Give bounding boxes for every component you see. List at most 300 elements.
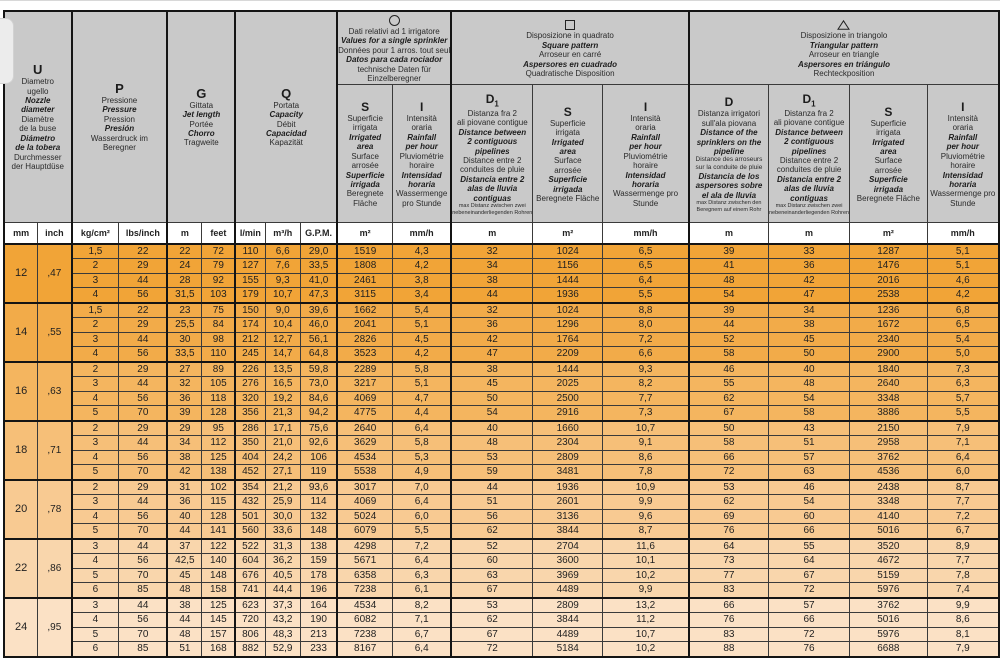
- data-cell: 48: [451, 436, 533, 451]
- data-cell: 10,1: [603, 554, 689, 569]
- data-cell: 10,4: [265, 318, 300, 333]
- table-row: [4, 436, 999, 451]
- data-cell: 54: [768, 495, 849, 510]
- data-cell: 128: [202, 406, 235, 421]
- data-cell: 5,1: [927, 259, 999, 274]
- data-cell: 92,6: [300, 436, 337, 451]
- data-cell: 62: [689, 391, 769, 406]
- data-cell: 75,6: [300, 421, 337, 436]
- data-cell: 25,5: [167, 318, 202, 333]
- data-cell: 2150: [850, 421, 928, 436]
- data-cell: 5024: [337, 509, 392, 524]
- unit-label: m: [689, 222, 769, 244]
- data-cell: 72: [689, 465, 769, 480]
- data-cell: 22: [119, 303, 168, 318]
- nozzle-mm-cell: 22: [4, 539, 38, 598]
- data-cell: 32: [451, 303, 533, 318]
- header-text-line: contiguas: [473, 193, 512, 203]
- sprinkler-performance-table: [3, 10, 1000, 658]
- data-cell: 2289: [337, 362, 392, 377]
- data-cell: 46,0: [300, 318, 337, 333]
- header-text-line: Dati relativi ad 1 irrigatore: [348, 27, 440, 36]
- data-cell: 66: [689, 450, 769, 465]
- data-cell: 3: [72, 332, 119, 347]
- data-cell: 1444: [533, 362, 603, 377]
- data-cell: 6688: [850, 642, 928, 657]
- data-cell: 174: [235, 318, 265, 333]
- unit-label: m: [451, 222, 533, 244]
- data-cell: 1936: [533, 288, 603, 303]
- data-cell: 44: [167, 613, 202, 628]
- data-cell: 76: [768, 642, 849, 657]
- data-cell: 110: [202, 347, 235, 362]
- page-top-edge: [0, 0, 1000, 1]
- unit-label: m²: [337, 222, 392, 244]
- data-cell: 3: [72, 598, 119, 613]
- data-cell: 53: [689, 480, 769, 495]
- data-cell: 356: [235, 406, 265, 421]
- header-text-line: Superficie: [347, 113, 383, 123]
- header-text-line: Arroseur en carré: [538, 50, 602, 60]
- data-cell: 5: [72, 524, 119, 539]
- data-cell: 29: [119, 421, 168, 436]
- data-cell: 2: [72, 362, 119, 377]
- data-cell: 5,5: [393, 524, 452, 539]
- data-cell: 7,3: [927, 362, 999, 377]
- subcol-letter: S: [361, 99, 370, 114]
- data-cell: 8,2: [393, 598, 452, 613]
- data-cell: 33: [768, 244, 849, 259]
- data-cell: 48: [167, 583, 202, 598]
- subcol-triangular-sprinkler-distance: [689, 84, 769, 222]
- header-text-line: Superficie: [549, 118, 586, 128]
- nozzle-inch-cell: ,63: [38, 362, 72, 421]
- header-text-line: max Distanz zwischen zwei: [775, 203, 843, 210]
- data-cell: 29: [119, 318, 168, 333]
- nozzle-mm-cell: 14: [4, 303, 38, 362]
- data-cell: 70: [119, 627, 168, 642]
- header-text-line: sull'ala piovana: [701, 118, 757, 128]
- data-cell: 6,5: [603, 244, 689, 259]
- data-cell: 2640: [850, 377, 928, 392]
- header-text-line: Distance between: [458, 127, 527, 137]
- data-cell: 8,7: [927, 480, 999, 495]
- data-cell: 5: [72, 627, 119, 642]
- col-group-capacity: [235, 11, 337, 222]
- subcol-single-irrigated-area: [337, 84, 392, 222]
- header-text-line: Distanza irrigatori: [697, 109, 761, 119]
- subcol-letter: I: [420, 99, 424, 114]
- data-cell: 28: [167, 273, 202, 288]
- data-cell: 5976: [850, 583, 928, 598]
- data-cell: 27,1: [265, 465, 300, 480]
- header-text-line: per hour: [405, 142, 438, 152]
- header-text-line: Surface: [553, 156, 582, 166]
- header-text-line: Distanza fra 2: [467, 108, 517, 118]
- data-cell: 59,8: [300, 362, 337, 377]
- multilingual-label: [798, 31, 890, 78]
- data-cell: 62: [689, 495, 769, 510]
- square-icon: [565, 20, 575, 30]
- data-cell: 138: [300, 539, 337, 554]
- data-cell: 604: [235, 554, 265, 569]
- table-row: [4, 303, 999, 318]
- data-cell: 3: [72, 273, 119, 288]
- unit-label: mm/h: [927, 222, 999, 244]
- data-cell: 1662: [337, 303, 392, 318]
- data-cell: 132: [300, 509, 337, 524]
- data-cell: 2826: [337, 332, 392, 347]
- data-cell: 102: [202, 480, 235, 495]
- header-text-line: sur la conduite de pluie: [695, 164, 763, 172]
- unit-label: feet: [202, 222, 235, 244]
- data-cell: 233: [300, 642, 337, 657]
- header-text-line: Nozzle: [25, 96, 51, 105]
- left-edge-pull-tab[interactable]: [0, 18, 14, 84]
- table-row: [4, 480, 999, 495]
- data-cell: 158: [202, 583, 235, 598]
- header-text-line: per hour: [629, 142, 662, 152]
- data-cell: 36: [167, 495, 202, 510]
- header-text-line: area: [559, 146, 576, 156]
- data-cell: 40,5: [265, 568, 300, 583]
- header-text-line: Pluviométrie: [399, 151, 444, 161]
- data-cell: 145: [202, 613, 235, 628]
- nozzle-inch-cell: ,78: [38, 480, 72, 539]
- data-cell: 8,9: [927, 539, 999, 554]
- data-cell: 1,5: [72, 303, 119, 318]
- header-text-line: Beregnete: [346, 189, 384, 199]
- data-cell: 2304: [533, 436, 603, 451]
- data-cell: 5184: [533, 642, 603, 657]
- data-cell: 6,6: [603, 347, 689, 362]
- subcol-letter: S: [563, 104, 572, 119]
- data-cell: 2025: [533, 377, 603, 392]
- data-cell: 106: [300, 450, 337, 465]
- data-cell: 83: [689, 627, 769, 642]
- data-cell: 67: [768, 568, 849, 583]
- header-text-line: horaria: [949, 180, 977, 189]
- data-cell: 212: [235, 332, 265, 347]
- data-cell: 4,4: [393, 406, 452, 421]
- data-cell: 2809: [533, 450, 603, 465]
- data-cell: 3523: [337, 347, 392, 362]
- header-text-line: Pluviométrie: [623, 151, 668, 161]
- data-cell: 4534: [337, 450, 392, 465]
- nozzle-inch-cell: ,86: [38, 539, 72, 598]
- header-text-line: irrigada: [350, 180, 380, 189]
- unit-label: m: [167, 222, 202, 244]
- header-text-line: Beregnete Fläche: [856, 194, 920, 204]
- data-cell: 52,9: [265, 642, 300, 657]
- table-row: [4, 318, 999, 333]
- header-text-line: Superficie: [548, 175, 588, 185]
- data-cell: 6,4: [393, 642, 452, 657]
- data-cell: 3,4: [393, 288, 452, 303]
- data-cell: 39: [689, 303, 769, 318]
- header-text-line: Intensità: [947, 113, 978, 123]
- header-text-line: arrosée: [554, 165, 582, 175]
- header-text-line: Wassermenge pro: [612, 189, 679, 199]
- data-cell: 127: [235, 259, 265, 274]
- col-group-jet-length: [167, 11, 235, 222]
- data-cell: 29: [119, 362, 168, 377]
- data-cell: 56: [119, 509, 168, 524]
- data-cell: 41: [689, 259, 769, 274]
- data-cell: 44: [451, 288, 533, 303]
- data-cell: 36: [451, 318, 533, 333]
- header-text-line: Wassermenge: [396, 189, 448, 199]
- data-cell: 6,0: [393, 509, 452, 524]
- data-cell: 88: [689, 642, 769, 657]
- header-text-line: Rechteckposition: [813, 68, 875, 78]
- data-cell: 4,6: [927, 273, 999, 288]
- data-cell: 882: [235, 642, 265, 657]
- data-cell: 44: [119, 436, 168, 451]
- data-cell: 138: [202, 465, 235, 480]
- data-cell: 2461: [337, 273, 392, 288]
- data-cell: 5,1: [927, 244, 999, 259]
- header-text-line: Débit: [276, 119, 296, 129]
- data-cell: 44: [167, 524, 202, 539]
- data-cell: 190: [300, 613, 337, 628]
- data-cell: 6,3: [927, 377, 999, 392]
- data-cell: 9,3: [265, 273, 300, 288]
- unit-label: l/min: [235, 222, 265, 244]
- data-cell: 3520: [850, 539, 928, 554]
- data-cell: 52: [451, 539, 533, 554]
- data-cell: 2640: [337, 421, 392, 436]
- header-text-line: arrosée: [874, 165, 902, 175]
- data-cell: 56: [451, 509, 533, 524]
- data-cell: 58: [689, 347, 769, 362]
- section-header-square-pattern: [451, 11, 689, 84]
- table-row: [4, 598, 999, 613]
- header-text-line: Pressure: [102, 105, 137, 115]
- header-text-line: 2 contiguous: [784, 137, 834, 147]
- table-row: [4, 568, 999, 583]
- data-cell: 5: [72, 406, 119, 421]
- header-text-line: Einzelberegner: [367, 74, 422, 84]
- col-letter: G: [196, 85, 207, 101]
- header-text-line: irrigada: [553, 184, 583, 194]
- data-cell: 6079: [337, 524, 392, 539]
- header-text-line: Intensidad: [625, 170, 666, 180]
- data-cell: 32: [451, 244, 533, 259]
- data-cell: 5538: [337, 465, 392, 480]
- data-cell: 72: [451, 642, 533, 657]
- data-cell: 226: [235, 362, 265, 377]
- data-cell: 70: [119, 524, 168, 539]
- header-text-line: Distance between: [775, 127, 843, 137]
- data-cell: 3: [72, 377, 119, 392]
- data-cell: 3348: [850, 391, 928, 406]
- header-text-line: oraria: [411, 123, 432, 133]
- data-cell: 57: [768, 450, 849, 465]
- data-cell: 45: [768, 332, 849, 347]
- data-cell: 73,0: [300, 377, 337, 392]
- data-cell: 56: [119, 554, 168, 569]
- data-cell: 4775: [337, 406, 392, 421]
- data-cell: 56: [119, 450, 168, 465]
- data-cell: 741: [235, 583, 265, 598]
- data-cell: 89: [202, 362, 235, 377]
- data-cell: 45: [451, 377, 533, 392]
- header-text-line: arrosée: [351, 161, 379, 171]
- data-cell: 3115: [337, 288, 392, 303]
- header-text-line: Chorro: [188, 129, 215, 139]
- data-cell: 50: [451, 391, 533, 406]
- unit-label: m: [768, 222, 849, 244]
- header-text-line: Beregnete Fläche: [536, 194, 600, 204]
- data-cell: 1519: [337, 244, 392, 259]
- header-text-line: per hour: [946, 142, 980, 152]
- data-cell: 94,2: [300, 406, 337, 421]
- table-row: [4, 273, 999, 288]
- data-cell: 432: [235, 495, 265, 510]
- data-cell: 51: [451, 495, 533, 510]
- unit-label: lbs/inch: [119, 222, 168, 244]
- data-cell: 48,3: [265, 627, 300, 642]
- header-text-line: Tragweite: [183, 138, 219, 148]
- data-cell: 44,4: [265, 583, 300, 598]
- header-text-line: Intensità: [406, 113, 437, 123]
- data-cell: 8,8: [603, 303, 689, 318]
- data-cell: 245: [235, 347, 265, 362]
- data-cell: 38: [167, 450, 202, 465]
- multilingual-label: [236, 101, 336, 148]
- data-cell: 60: [768, 509, 849, 524]
- data-cell: 4069: [337, 495, 392, 510]
- header-text-line: Distanza fra 2: [784, 108, 834, 118]
- header-text-line: area: [356, 142, 374, 152]
- header-text-line: horaria: [631, 180, 660, 189]
- data-cell: 5,5: [927, 406, 999, 421]
- data-cell: 7,8: [603, 465, 689, 480]
- data-cell: 38: [768, 318, 849, 333]
- data-cell: 33,5: [300, 259, 337, 274]
- header-text-line: Superficie: [870, 118, 907, 128]
- data-cell: 9,9: [603, 495, 689, 510]
- data-cell: 62: [451, 613, 533, 628]
- multilingual-label: [393, 114, 450, 208]
- data-cell: 3: [72, 539, 119, 554]
- data-cell: 63: [451, 568, 533, 583]
- data-cell: 62: [451, 524, 533, 539]
- data-cell: 84: [202, 318, 235, 333]
- data-cell: 36,2: [265, 554, 300, 569]
- data-cell: 98: [202, 332, 235, 347]
- data-cell: 4: [72, 391, 119, 406]
- data-cell: 4,9: [393, 465, 452, 480]
- data-cell: 7,1: [393, 613, 452, 628]
- subcol-triangular-rainfall-per-hour: [927, 84, 999, 222]
- data-cell: 7,2: [603, 332, 689, 347]
- data-cell: 114: [300, 495, 337, 510]
- header-text-line: alas de lluvia: [784, 184, 834, 194]
- data-cell: 3886: [850, 406, 928, 421]
- multilingual-label: [452, 109, 532, 216]
- data-cell: 2041: [337, 318, 392, 333]
- data-cell: 2209: [533, 347, 603, 362]
- nozzle-mm-cell: 18: [4, 421, 38, 480]
- data-cell: 320: [235, 391, 265, 406]
- multilingual-label: [338, 27, 450, 84]
- data-cell: 40: [768, 362, 849, 377]
- data-cell: 5,5: [603, 288, 689, 303]
- data-cell: 44: [119, 539, 168, 554]
- data-cell: 37,3: [265, 598, 300, 613]
- data-cell: 47: [768, 288, 849, 303]
- data-cell: 10,2: [603, 642, 689, 657]
- header-text-line: horaire: [950, 161, 976, 171]
- header-text-line: irrigata: [876, 128, 901, 138]
- header-text-line: nebeneinanderliegenden Rohren: [452, 209, 533, 216]
- data-cell: 63: [768, 465, 849, 480]
- data-cell: 66: [689, 598, 769, 613]
- data-cell: 1024: [533, 244, 603, 259]
- data-cell: 7238: [337, 627, 392, 642]
- data-cell: 85: [119, 583, 168, 598]
- data-cell: 14,7: [265, 347, 300, 362]
- data-cell: 43: [768, 421, 849, 436]
- header-text-line: irrigata: [352, 123, 378, 133]
- data-cell: 6,4: [603, 273, 689, 288]
- header-text-line: pipelines: [474, 146, 510, 156]
- data-cell: 56,1: [300, 332, 337, 347]
- header-text-line: Diamètre: [21, 114, 54, 124]
- header-text-line: Diametro: [21, 77, 54, 87]
- data-cell: 21,3: [265, 406, 300, 421]
- header-text-line: Irrigated: [872, 137, 905, 147]
- header-text-line: Aspersores en triángulo: [797, 59, 890, 69]
- table-row: [4, 613, 999, 628]
- data-cell: 39: [167, 406, 202, 421]
- multilingual-label: [523, 31, 617, 78]
- data-cell: 1444: [533, 273, 603, 288]
- header-text-line: technische Daten für: [357, 64, 431, 74]
- data-cell: 9,3: [603, 362, 689, 377]
- data-cell: 6,3: [393, 568, 452, 583]
- table-row: [4, 332, 999, 347]
- data-cell: 30,0: [265, 509, 300, 524]
- data-cell: 522: [235, 539, 265, 554]
- header-text-line: Intensidad: [401, 170, 442, 180]
- header-text-line: diameter: [21, 105, 55, 115]
- data-cell: 1287: [850, 244, 928, 259]
- data-cell: 7,8: [927, 568, 999, 583]
- data-cell: 11,6: [603, 539, 689, 554]
- subcol-single-rainfall-per-hour: [393, 84, 452, 222]
- data-cell: 5: [72, 568, 119, 583]
- data-cell: 56: [119, 288, 168, 303]
- data-cell: 4: [72, 509, 119, 524]
- data-cell: 2538: [850, 288, 928, 303]
- data-cell: 53: [451, 598, 533, 613]
- data-cell: 44: [119, 377, 168, 392]
- unit-label: inch: [38, 222, 72, 244]
- data-cell: 8,6: [603, 450, 689, 465]
- data-cell: 23: [167, 303, 202, 318]
- data-cell: 3762: [850, 598, 928, 613]
- data-cell: 25,9: [265, 495, 300, 510]
- triangle-icon: [837, 20, 850, 30]
- data-cell: 50: [689, 421, 769, 436]
- header-text-line: pipeline: [713, 147, 745, 157]
- data-cell: 1296: [533, 318, 603, 333]
- data-cell: 8167: [337, 642, 392, 657]
- data-cell: 3017: [337, 480, 392, 495]
